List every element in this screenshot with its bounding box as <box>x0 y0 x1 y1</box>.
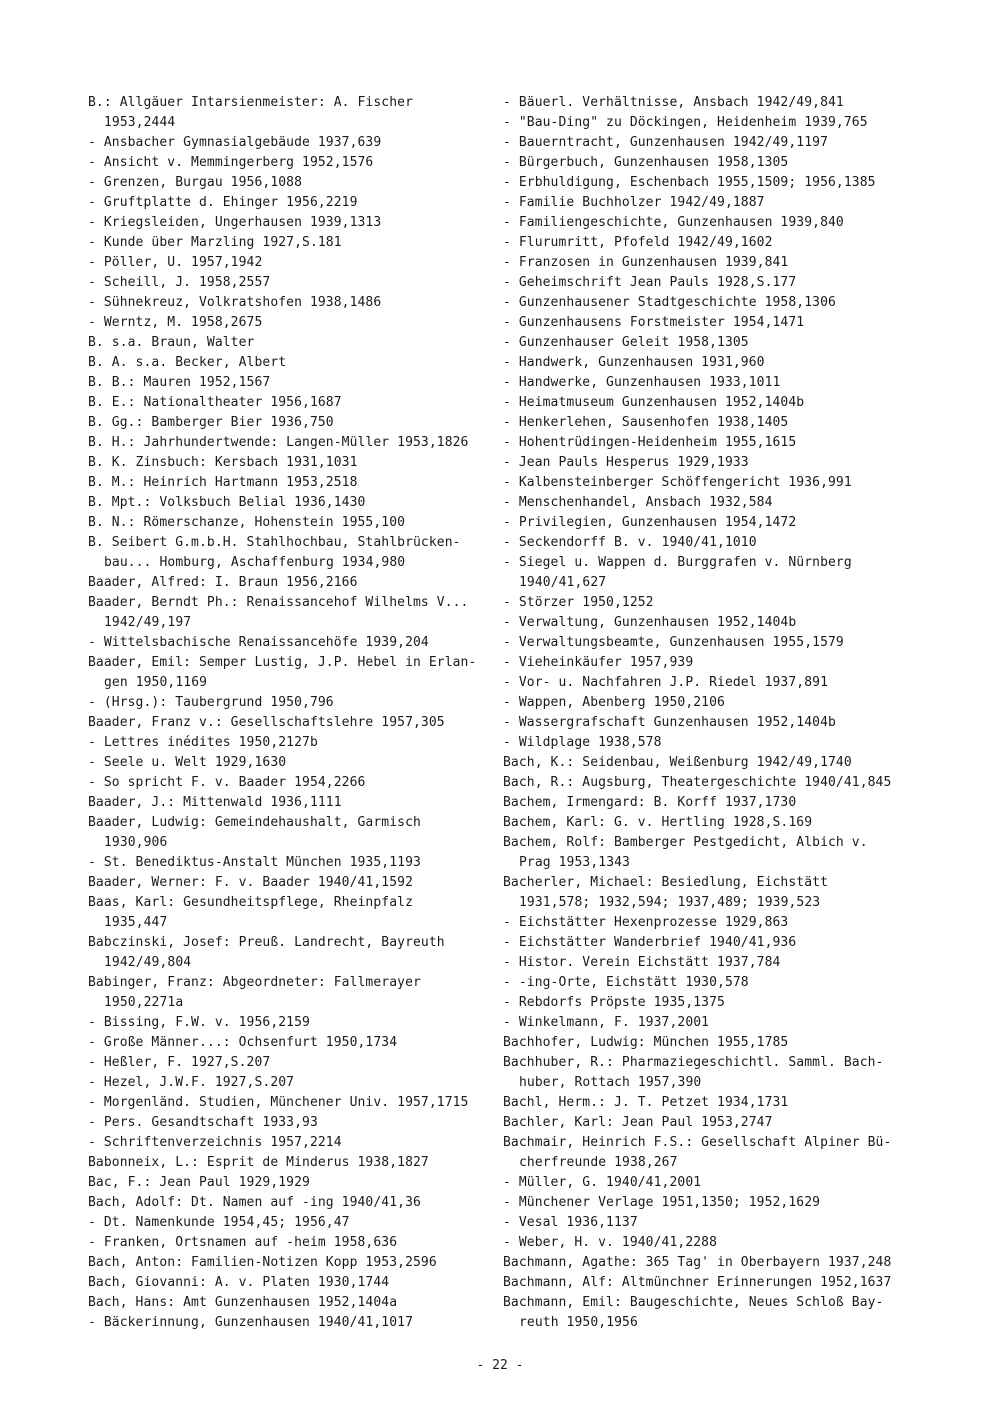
index-entry-text: - Rebdorfs Pröpste 1935,1375 <box>503 995 725 1010</box>
index-entry-text: Bachem, Karl: G. v. Hertling 1928,S.169 <box>503 815 813 830</box>
index-entry-text: - Pers. Gesandtschaft 1933,93 <box>88 1115 318 1130</box>
index-entry-text: - Wassergrafschaft Gunzenhausen 1952,1404b <box>503 715 836 730</box>
index-entry-text: - Verwaltungsbeamte, Gunzenhausen 1955,1579 <box>503 635 844 650</box>
index-entry-text: Bachem, Irmengard: B. Korff 1937,1730 <box>503 795 797 810</box>
index-entry-text: - Bauerntracht, Gunzenhausen 1942/49,1197 <box>503 135 828 150</box>
index-entry-text: - Münchener Verlage 1951,1350; 1952,1629 <box>503 1195 821 1210</box>
index-entry <box>503 1133 903 1173</box>
index-entry-text: - So spricht F. v. Baader 1954,2266 <box>88 775 366 790</box>
index-entry <box>503 653 903 673</box>
index-entry-text: - Störzer 1950,1252 <box>503 595 654 610</box>
index-entry-text: - Kunde über Marzling 1927,S.181 <box>88 235 342 250</box>
index-entry-text: Babczinski, Josef: Preuß. Landrecht, Bayreuth <box>88 935 445 950</box>
index-entry <box>503 593 903 613</box>
index-entry-text: - Gunzenhausens Forstmeister 1954,1471 <box>503 315 805 330</box>
index-entry-text: Baas, Karl: Gesundheitspflege, Rheinpfalz <box>88 895 413 910</box>
index-entry <box>503 533 903 553</box>
index-entry <box>88 1173 488 1193</box>
index-entry-text: - Henkerlehen, Sausenhofen 1938,1405 <box>503 415 789 430</box>
index-entry-text: B. N.: Römerschanze, Hohenstein 1955,100 <box>88 515 406 530</box>
index-entry <box>503 473 903 493</box>
index-entry-text: - Hezel, J.W.F. 1927,S.207 <box>88 1075 295 1090</box>
index-entry <box>88 633 488 653</box>
index-entry-text: Bach, K.: Seidenbau, Weißenburg 1942/49,1740 <box>503 755 852 770</box>
index-entry <box>503 233 903 253</box>
index-entry-text: Bachmann, Emil: Baugeschichte, Neues Schloß Bay- <box>503 1295 884 1310</box>
index-entry-text: Bachhofer, Ludwig: München 1955,1785 <box>503 1035 789 1050</box>
index-entry <box>88 493 488 513</box>
index-entry-text: - St. Benediktus-Anstalt München 1935,1193 <box>88 855 421 870</box>
page-number: - 22 - <box>476 1358 524 1373</box>
index-entry <box>503 1233 903 1253</box>
index-entry <box>503 633 903 653</box>
index-entry <box>503 933 903 953</box>
index-entry-text: - Gunzenhausener Stadtgeschichte 1958,1306 <box>503 295 836 310</box>
index-entry <box>88 313 488 333</box>
index-entry <box>503 193 903 213</box>
index-entry-text: - Geheimschrift Jean Pauls 1928,S.177 <box>503 275 797 290</box>
index-entry <box>88 133 488 153</box>
index-entry-text: - Seckendorff B. v. 1940/41,1010 <box>503 535 757 550</box>
index-entry-text: - Heimatmuseum Gunzenhausen 1952,1404b <box>503 395 805 410</box>
index-entry-continuation: bau... Homburg, Aschaffenburg 1934,980 <box>104 555 406 570</box>
index-entry-text: B. H.: Jahrhundertwende: Langen-Müller 1953,1826 <box>88 435 469 450</box>
index-entry <box>88 693 488 713</box>
index-entry-text: - Wildplage 1938,578 <box>503 735 662 750</box>
index-entry-text: - Eichstätter Hexenprozesse 1929,863 <box>503 915 789 930</box>
index-entry <box>88 233 488 253</box>
index-entry-continuation: reuth 1950,1956 <box>519 1315 638 1330</box>
index-entry <box>503 1253 903 1273</box>
index-entry <box>88 1153 488 1173</box>
index-entry-continuation: cherfreunde 1938,267 <box>519 1155 678 1170</box>
index-entry <box>503 713 903 733</box>
index-entry <box>503 1293 903 1333</box>
index-entry <box>503 553 903 593</box>
index-entry <box>88 573 488 593</box>
index-entry <box>503 93 903 113</box>
index-entry-text: - Franken, Ortsnamen auf -heim 1958,636 <box>88 1235 398 1250</box>
index-entry <box>88 153 488 173</box>
index-entry <box>88 1133 488 1153</box>
index-entry-text: - Pöller, U. 1957,1942 <box>88 255 263 270</box>
index-entry <box>88 193 488 213</box>
index-entry-text: B. A. s.a. Becker, Albert <box>88 355 287 370</box>
index-entry <box>503 453 903 473</box>
index-entry <box>503 213 903 233</box>
index-entry <box>88 533 488 573</box>
index-entry <box>503 313 903 333</box>
index-entry <box>88 1253 488 1273</box>
index-entry <box>88 1313 488 1333</box>
index-entry <box>503 1113 903 1133</box>
index-entry-text: - Hohentrüdingen-Heidenheim 1955,1615 <box>503 435 797 450</box>
index-entry-text: - Kriegsleiden, Ungerhausen 1939,1313 <box>88 215 382 230</box>
index-entry-text: - Scheill, J. 1958,2557 <box>88 275 271 290</box>
index-entry-text: Bacherler, Michael: Besiedlung, Eichstätt <box>503 875 828 890</box>
index-entry <box>88 1093 488 1113</box>
index-entry-text: Bachhuber, R.: Pharmaziegeschichtl. Samml. Bach- <box>503 1055 884 1070</box>
index-entry <box>88 1213 488 1233</box>
index-entry <box>88 1013 488 1033</box>
index-entry <box>503 813 903 833</box>
index-entry <box>503 273 903 293</box>
index-entry <box>88 213 488 233</box>
index-entry-text: Bachler, Karl: Jean Paul 1953,2747 <box>503 1115 773 1130</box>
index-entry-text: - Kalbensteinberger Schöffengericht 1936,991 <box>503 475 852 490</box>
index-entry <box>503 433 903 453</box>
index-entry-continuation: 1935,447 <box>104 915 168 930</box>
index-entry-text: - (Hrsg.): Taubergrund 1950,796 <box>88 695 334 710</box>
index-column-left <box>88 93 488 1333</box>
index-entry-text: - Große Männer...: Ochsenfurt 1950,1734 <box>88 1035 398 1050</box>
index-entry <box>88 813 488 853</box>
index-entry <box>88 293 488 313</box>
index-entry <box>503 973 903 993</box>
index-entry <box>503 373 903 393</box>
index-entry <box>503 1053 903 1093</box>
index-entry <box>503 913 903 933</box>
index-entry <box>503 1033 903 1053</box>
index-entry-text: - Bürgerbuch, Gunzenhausen 1958,1305 <box>503 155 789 170</box>
index-entry-continuation: 1950,2271a <box>104 995 184 1010</box>
index-entry-continuation: 1940/41,627 <box>519 575 607 590</box>
index-entry <box>503 753 903 773</box>
index-entry-continuation: Prag 1953,1343 <box>519 855 630 870</box>
index-entry <box>503 993 903 1013</box>
index-entry-text: Bac, F.: Jean Paul 1929,1929 <box>88 1175 310 1190</box>
index-entry-text: - Bäuerl. Verhältnisse, Ansbach 1942/49,841 <box>503 95 844 110</box>
index-entry <box>503 613 903 633</box>
index-entry-text: Bachmann, Alf: Altmünchner Erinnerungen 1952,1637 <box>503 1275 892 1290</box>
index-entry-text: B. E.: Nationaltheater 1956,1687 <box>88 395 342 410</box>
index-entry <box>503 793 903 813</box>
index-entry-text: - Vor- u. Nachfahren J.P. Riedel 1937,891 <box>503 675 828 690</box>
index-entry <box>503 1173 903 1193</box>
index-entry-text: - Familie Buchholzer 1942/49,1887 <box>503 195 765 210</box>
index-entry-text: Bach, Giovanni: A. v. Platen 1930,1744 <box>88 1275 390 1290</box>
index-entry-text: - Bäckerinnung, Gunzenhausen 1940/41,1017 <box>88 1315 413 1330</box>
index-entry-text: - Winkelmann, F. 1937,2001 <box>503 1015 710 1030</box>
index-entry-text: Baader, J.: Mittenwald 1936,1111 <box>88 795 342 810</box>
index-entry <box>88 1273 488 1293</box>
index-entry-text: - Bissing, F.W. v. 1956,2159 <box>88 1015 310 1030</box>
index-entry <box>88 973 488 1013</box>
index-entry-text: - "Bau-Ding" zu Döckingen, Heidenheim 1939,765 <box>503 115 868 130</box>
index-entry-text: - Ansicht v. Memmingerberg 1952,1576 <box>88 155 374 170</box>
index-entry <box>88 713 488 733</box>
index-entry-text: - Erbhuldigung, Eschenbach 1955,1509; 1956,1385 <box>503 175 876 190</box>
index-entry <box>503 1213 903 1233</box>
index-entry <box>503 393 903 413</box>
index-entry-text: Babonneix, L.: Esprit de Minderus 1938,1827 <box>88 1155 429 1170</box>
index-entry-text: - Gunzenhauser Geleit 1958,1305 <box>503 335 749 350</box>
index-entry-text: - Grenzen, Burgau 1956,1088 <box>88 175 303 190</box>
index-entry <box>503 733 903 753</box>
index-entry-text: Baader, Werner: F. v. Baader 1940/41,1592 <box>88 875 413 890</box>
index-entry <box>88 1233 488 1253</box>
index-entry <box>503 493 903 513</box>
index-entry-text: Bach, Anton: Familien-Notizen Kopp 1953,2596 <box>88 1255 437 1270</box>
index-entry-continuation: huber, Rottach 1957,390 <box>519 1075 702 1090</box>
index-entry-text: Bachmann, Agathe: 365 Tag' in Oberbayern 1937,248 <box>503 1255 892 1270</box>
index-entry <box>503 1193 903 1213</box>
index-entry <box>88 373 488 393</box>
index-entry <box>503 413 903 433</box>
index-entry-text: - Werntz, M. 1958,2675 <box>88 315 263 330</box>
index-entry <box>88 513 488 533</box>
index-entry <box>503 353 903 373</box>
index-entry-text: - Familiengeschichte, Gunzenhausen 1939,840 <box>503 215 844 230</box>
index-entry-text: - Handwerk, Gunzenhausen 1931,960 <box>503 355 765 370</box>
index-entry <box>88 893 488 933</box>
index-entry <box>88 413 488 433</box>
index-entry <box>503 513 903 533</box>
index-entry <box>503 1093 903 1113</box>
index-entry <box>88 333 488 353</box>
index-entry-text: - Histor. Verein Eichstätt 1937,784 <box>503 955 781 970</box>
index-entry <box>88 173 488 193</box>
index-entry <box>88 253 488 273</box>
index-entry <box>88 753 488 773</box>
index-entry-text: - Ansbacher Gymnasialgebäude 1937,639 <box>88 135 382 150</box>
index-entry <box>88 933 488 973</box>
index-entry <box>503 333 903 353</box>
index-column-right <box>503 93 903 1333</box>
index-entry <box>88 433 488 453</box>
index-entry-text: Bach, Hans: Amt Gunzenhausen 1952,1404a <box>88 1295 398 1310</box>
index-entry <box>503 873 903 913</box>
index-entry <box>503 773 903 793</box>
index-entry-text: B.: Allgäuer Intarsienmeister: A. Fischer <box>88 95 413 110</box>
index-entry <box>88 1073 488 1093</box>
index-entry-text: Baader, Ludwig: Gemeindehaushalt, Garmisch <box>88 815 421 830</box>
index-entry-text: - Weber, H. v. 1940/41,2288 <box>503 1235 718 1250</box>
index-entry <box>88 773 488 793</box>
index-entry <box>503 1013 903 1033</box>
index-entry <box>503 133 903 153</box>
index-entry-text: Bachmair, Heinrich F.S.: Gesellschaft Alpiner Bü- <box>503 1135 892 1150</box>
index-entry-text: B. Mpt.: Volksbuch Belial 1936,1430 <box>88 495 366 510</box>
index-entry-text: - Gruftplatte d. Ehinger 1956,2219 <box>88 195 358 210</box>
index-entry-text: - Schriftenverzeichnis 1957,2214 <box>88 1135 342 1150</box>
index-entry-continuation: 1942/49,804 <box>104 955 192 970</box>
index-entry <box>88 1193 488 1213</box>
index-entry-text: Baader, Alfred: I. Braun 1956,2166 <box>88 575 358 590</box>
index-entry <box>88 273 488 293</box>
index-entry-text: - Wittelsbachische Renaissancehöfe 1939,204 <box>88 635 429 650</box>
index-entry-text: Bachem, Rolf: Bamberger Pestgedicht, Albich v. <box>503 835 868 850</box>
index-entry-text: - Flurumritt, Pfofeld 1942/49,1602 <box>503 235 773 250</box>
index-entry-continuation: 1931,578; 1932,594; 1937,489; 1939,523 <box>519 895 821 910</box>
index-entry <box>88 793 488 813</box>
index-entry-text: - Sühnekreuz, Volkratshofen 1938,1486 <box>88 295 382 310</box>
index-entry <box>88 733 488 753</box>
index-entry-text: - Handwerke, Gunzenhausen 1933,1011 <box>503 375 781 390</box>
index-entry-text: - Jean Pauls Hesperus 1929,1933 <box>503 455 749 470</box>
index-entry-continuation: 1942/49,197 <box>104 615 192 630</box>
index-entry <box>503 953 903 973</box>
index-entry <box>503 673 903 693</box>
index-entry-text: - Siegel u. Wappen d. Burggrafen v. Nürnberg <box>503 555 852 570</box>
index-entry-text: - Dt. Namenkunde 1954,45; 1956,47 <box>88 1215 350 1230</box>
index-entry-text: B. K. Zinsbuch: Kersbach 1931,1031 <box>88 455 358 470</box>
index-entry-text: - Lettres inédites 1950,2127b <box>88 735 318 750</box>
index-entry <box>88 593 488 633</box>
index-entry <box>88 1113 488 1133</box>
index-entry-text: - Menschenhandel, Ansbach 1932,584 <box>503 495 773 510</box>
index-entry-continuation: gen 1950,1169 <box>104 675 208 690</box>
index-entry-text: Baader, Berndt Ph.: Renaissancehof Wilhelms V... <box>88 595 469 610</box>
index-entry-text: - Heßler, F. 1927,S.207 <box>88 1055 271 1070</box>
index-entry <box>503 693 903 713</box>
index-entry <box>503 173 903 193</box>
index-entry-text: Bachl, Herm.: J. T. Petzet 1934,1731 <box>503 1095 789 1110</box>
index-entry-text: - Vieheinkäufer 1957,939 <box>503 655 694 670</box>
index-entry <box>503 1273 903 1293</box>
index-entry-continuation: 1953,2444 <box>104 115 176 130</box>
index-entry <box>88 453 488 473</box>
index-entry-text: - Eichstätter Wanderbrief 1940/41,936 <box>503 935 797 950</box>
index-entry-text: - Morgenländ. Studien, Münchener Univ. 1957,1715 <box>88 1095 469 1110</box>
index-entry-text: Babinger, Franz: Abgeordneter: Fallmerayer <box>88 975 421 990</box>
index-entry <box>503 293 903 313</box>
index-entry-text: Baader, Emil: Semper Lustig, J.P. Hebel in Erlan- <box>88 655 477 670</box>
index-entry <box>88 1293 488 1313</box>
index-entry-text: - Franzosen in Gunzenhausen 1939,841 <box>503 255 789 270</box>
index-entry-text: B. B.: Mauren 1952,1567 <box>88 375 271 390</box>
index-entry-text: - Vesal 1936,1137 <box>503 1215 638 1230</box>
index-entry <box>503 253 903 273</box>
index-entry-text: B. Seibert G.m.b.H. Stahlhochbau, Stahlbrücken- <box>88 535 461 550</box>
index-entry <box>88 93 488 133</box>
index-entry-text: - -ing-Orte, Eichstätt 1930,578 <box>503 975 749 990</box>
index-entry <box>503 153 903 173</box>
index-entry <box>503 113 903 133</box>
index-entry <box>88 353 488 373</box>
index-entry-text: B. s.a. Braun, Walter <box>88 335 255 350</box>
index-entry-continuation: 1930,906 <box>104 835 168 850</box>
index-entry-text: - Seele u. Welt 1929,1630 <box>88 755 287 770</box>
index-entry-text: Bach, R.: Augsburg, Theatergeschichte 1940/41,845 <box>503 775 892 790</box>
index-entry-text: Bach, Adolf: Dt. Namen auf -ing 1940/41,36 <box>88 1195 421 1210</box>
index-entry-text: - Müller, G. 1940/41,2001 <box>503 1175 702 1190</box>
index-entry <box>88 1053 488 1073</box>
index-entry <box>88 473 488 493</box>
index-entry-text: - Wappen, Abenberg 1950,2106 <box>503 695 725 710</box>
index-entry <box>88 873 488 893</box>
index-entry-text: B. M.: Heinrich Hartmann 1953,2518 <box>88 475 358 490</box>
index-entry <box>88 393 488 413</box>
index-entry-text: - Verwaltung, Gunzenhausen 1952,1404b <box>503 615 797 630</box>
index-entry <box>503 833 903 873</box>
index-entry <box>88 853 488 873</box>
index-entry <box>88 653 488 693</box>
index-entry-text: - Privilegien, Gunzenhausen 1954,1472 <box>503 515 797 530</box>
index-entry-text: B. Gg.: Bamberger Bier 1936,750 <box>88 415 334 430</box>
index-entry-text: Baader, Franz v.: Gesellschaftslehre 1957,305 <box>88 715 445 730</box>
index-entry <box>88 1033 488 1053</box>
